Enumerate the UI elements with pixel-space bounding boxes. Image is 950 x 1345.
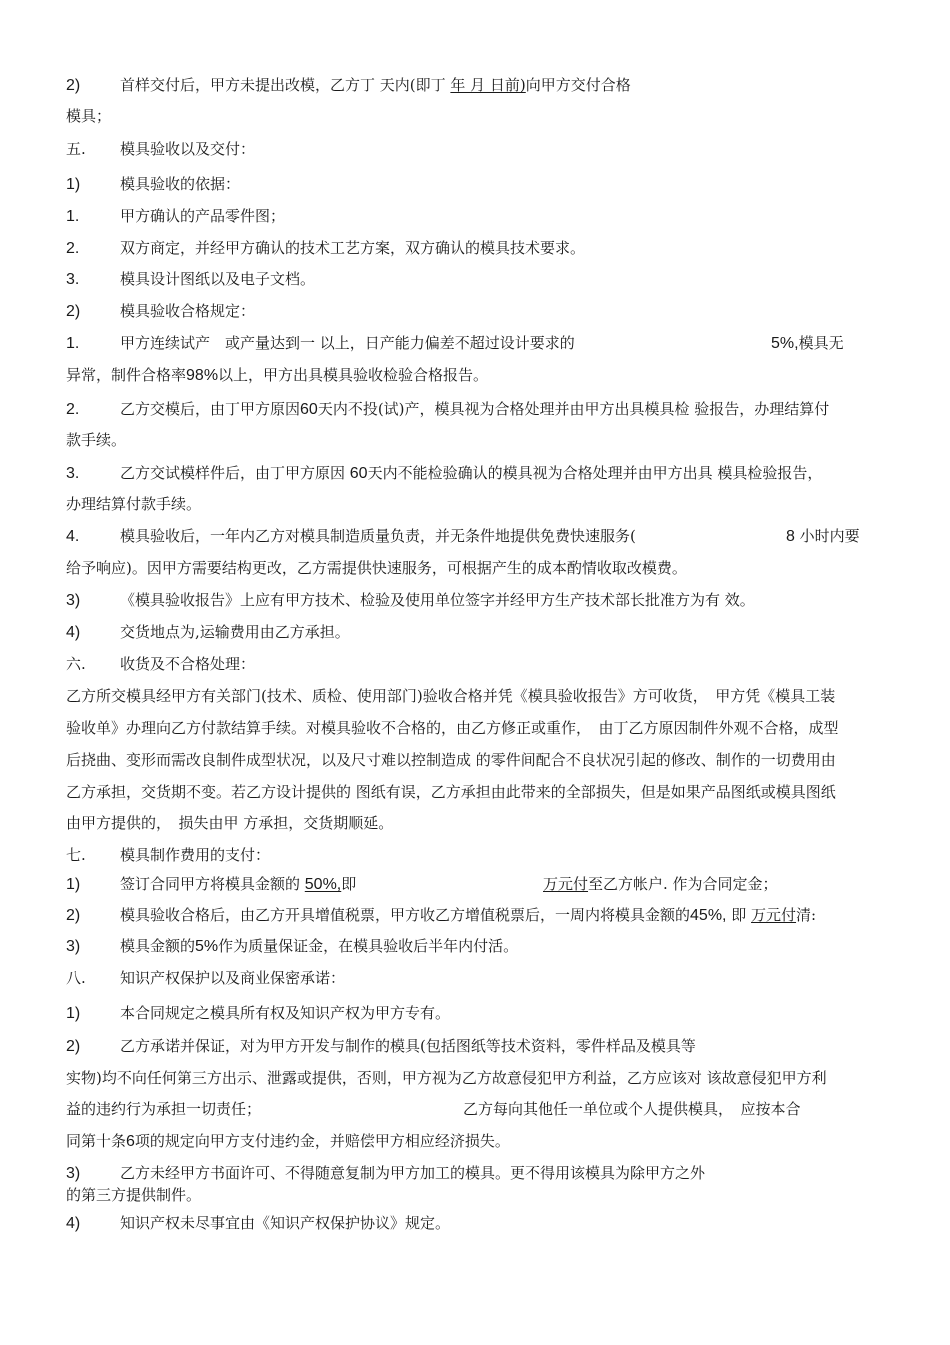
clause-line: 1. 甲方确认的产品零件图； <box>66 207 286 225</box>
clause-line: 2. 乙方交模后，由丁甲方原因60天内不投(试)产，模具视为合格处理并由甲方出具模具检 验报告，办理结算付 <box>66 400 830 418</box>
text-line: 款手续。 <box>66 431 127 449</box>
section-heading: 五. 模具验收以及交付： <box>66 140 256 158</box>
underlined-blank: 万元付 <box>543 875 589 893</box>
paragraph-line: 乙方承担，交货期不变。若乙方设计提供的 图纸有误，乙方承担由此带来的全部损失，但是如果产品图纸或模具图纸 <box>66 783 836 801</box>
paragraph-line: 验收单》办理向乙方付款结算手续。对模具验收不合格的，由乙方修正或重作， 由丁乙方原因制件外观不合格，成型 <box>66 719 839 737</box>
clause-line: 2) 首样交付后，甲方未提出改模，乙方丁 天内(即丁 年 月 日前)向甲方交付合格 <box>66 76 631 94</box>
underlined-blank: 年 月 日前) <box>450 76 526 94</box>
clause-line: 3. 模具设计图纸以及电子文档。 <box>66 270 316 288</box>
clause-line: 2. 双方商定，并经甲方确认的技术工艺方案，双方确认的模具技术要求。 <box>66 239 586 257</box>
clause-line: 4. 模具验收后，一年内乙方对模具制造质量负责，并无条件地提供免费快速服务( <box>66 527 636 545</box>
text-line: 办理结算付款手续。 <box>66 495 202 513</box>
clause-line: 3) 《模具验收报告》上应有甲方技术、检验及使用单位签字并经甲方生产技术部长批准方为有 效。 <box>66 591 755 609</box>
underlined-blank: 50%, <box>304 876 342 893</box>
clause-line: 3) 乙方未经甲方书面许可、不得随意复制为甲方加工的模具。更不得用该模具为除甲方之外 <box>66 1164 706 1182</box>
text-line: 给予响应)。因甲方需要结构更改，乙方需提供快速服务，可根据产生的成本酌情收取改模费。 <box>66 559 687 577</box>
underlined-blank: 万元付 <box>751 906 797 924</box>
clause-line: 2) 乙方承诺并保证，对为甲方开发与制作的模具(包括图纸等技术资料，零件样品及模具等 <box>66 1037 696 1055</box>
clause-line: 1) 模具验收的依据： <box>66 175 241 193</box>
section-heading: 七. 模具制作费用的支付： <box>66 846 271 864</box>
paragraph-line: 乙方所交模具经甲方有关部门(技术、质检、使用部门)验收合格并凭《模具验收报告》方可收货， 甲方凭《模具工装 <box>66 687 836 705</box>
clause-line: 4) 知识产权未尽事宜由《知识产权保护协议》规定。 <box>66 1214 451 1232</box>
clause-line: 1. 甲方连续试产 或产量达到一 以上，日产能力偏差不超过设计要求的 <box>66 334 575 352</box>
text-line: 的第三方提供制件。 <box>66 1186 202 1204</box>
clause-line: 3) 模具金额的5%作为质量保证金，在模具验收后半年内付活。 <box>66 937 519 955</box>
text-line: 实物)均不向任何第三方出示、泄露或提供，否则，甲方视为乙方故意侵犯甲方利益，乙方应该对 该故意侵犯甲方利 <box>66 1069 827 1087</box>
clause-line-tail: 万元付至乙方帐户. 作为合同定金； <box>543 875 778 893</box>
clause-line: 2) 模具验收合格规定： <box>66 302 256 320</box>
clause-line: 4) 交货地点为,运输费用由乙方承担。 <box>66 623 350 641</box>
paragraph-line: 由甲方提供的， 损失由甲 方承担，交货期顺延。 <box>66 814 394 832</box>
paragraph-line: 后挠曲、变形而需改良制件成型状况，以及尺寸难以控制造成 的零件间配合不良状况引起的修改、制作的一切费用由 <box>66 751 836 769</box>
section-heading: 八. 知识产权保护以及商业保密承诺： <box>66 969 346 987</box>
text-line-tail: 乙方每向其他任一单位或个人提供模具， 应按本合 <box>463 1100 801 1118</box>
section-heading: 六. 收货及不合格处理： <box>66 655 256 673</box>
text-line: 同第十条6项的规定向甲方支付违约金，并赔偿甲方相应经济损失。 <box>66 1132 510 1150</box>
clause-line: 3. 乙方交试模样件后，由丁甲方原因 60天内不能检验确认的模具视为合格处理并由甲方出具 模具检验报告， <box>66 464 823 482</box>
clause-line: 2) 模具验收合格后，由乙方开具增值税票，甲方收乙方增值税票后，一周内将模具金额的45%, 即 万元付清: <box>66 906 817 924</box>
clause-line-tail: 8 小时内要 <box>786 527 860 545</box>
text-line: 异常，制件合格率98%以上，甲方出具模具验收检验合格报告。 <box>66 366 489 384</box>
clause-line-tail: 5%,模具无 <box>771 334 844 352</box>
clause-line: 1) 签订合同甲方将模具金额的 50%,即 <box>66 875 357 893</box>
text-line: 模具； <box>66 107 112 125</box>
clause-line: 1) 本合同规定之模具所有权及知识产权为甲方专有。 <box>66 1004 451 1022</box>
text-line: 益的违约行为承担一切责任； <box>66 1100 262 1118</box>
